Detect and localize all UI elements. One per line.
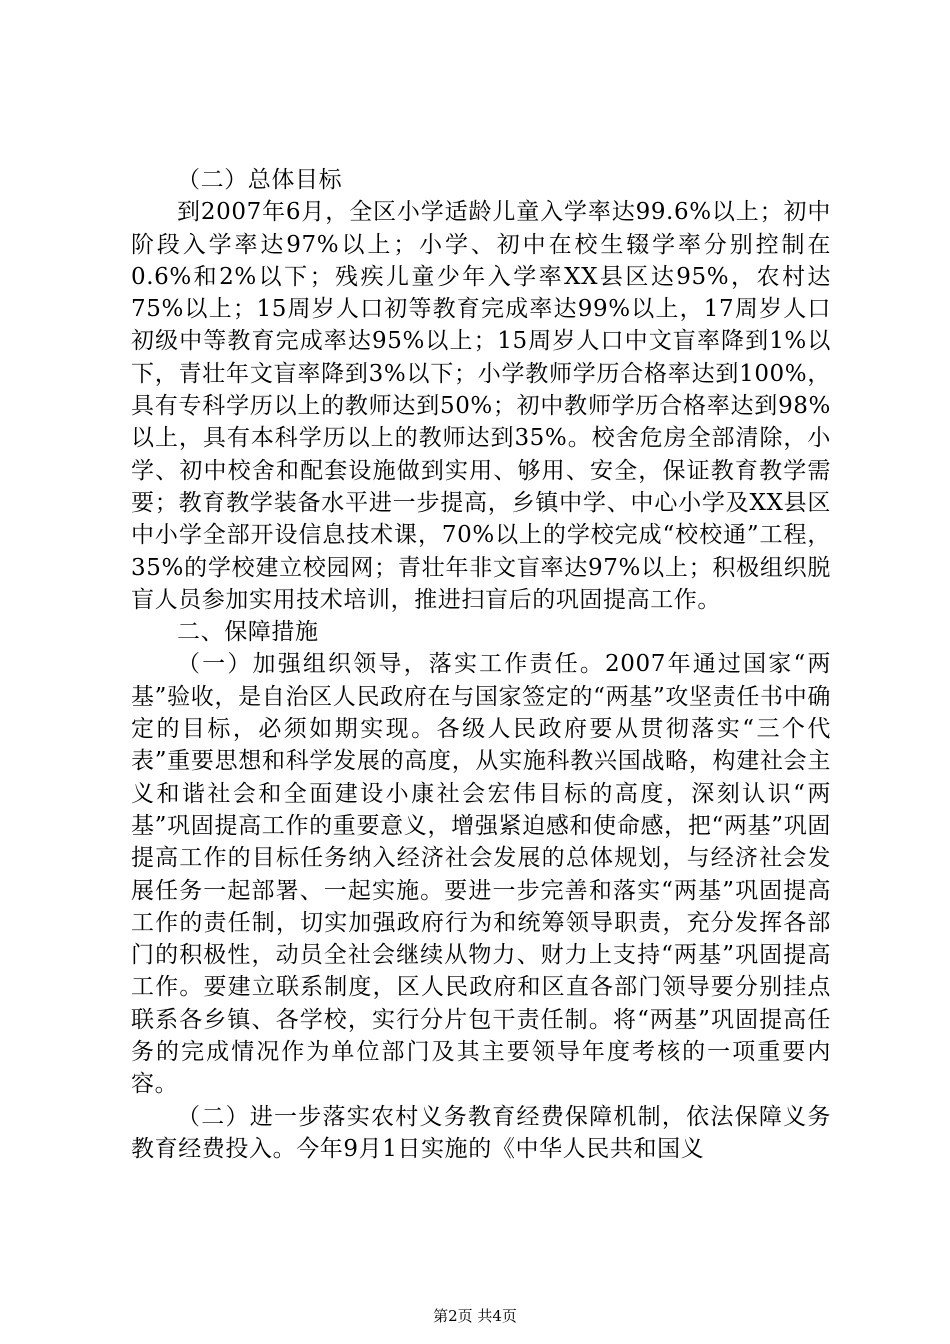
section-heading-overall-goals: （二）总体目标 (177, 167, 343, 193)
page-footer: 第2页 共4页 (433, 1307, 517, 1325)
paragraph-organization-leadership: （一）加强组织领导，落实工作责任。2007年通过国家“两基”验收，是自治区人民政府在与国家签定的“两基”攻坚责任书中确定的目标，必须如期实现。各级人民政府要从贯彻落实“三个代表”重要思想和科学发展的高度，从实施科教兴国战略，构建社会主义和谐社会和全面建设小康社会宏伟目标的高度，深刻认识“两基”巩固提高工作的重要意义，增强紧迫感和使命感，把“两基”巩固提高工作的目标任务纳入经济社会发展的总体规划，与经济社会发展任务一起部署、一起实施。要进一步完善和落实“两基”巩固提高工作的责任制，切实加强政府行为和统筹领导职责，充分发挥各部门的积极性，动员全社会继续从物力、财力上支持“两基”巩固提高工作。要建立联系制度，区人民政府和区直各部门领导要分别挂点联系各乡镇、各学校，实行分片包干责任制。将“两基”巩固提高任务的完成情况作为单位部门及其主要领导年度考核的一项重要内容。 (131, 651, 831, 1098)
paragraph-funding-mechanism: （二）进一步落实农村义务教育经费保障机制，依法保障义务教育经费投入。今年9月1日实施的《中华人民共和国义 (131, 1103, 831, 1162)
section-heading-safeguards: 二、保障措施 (177, 619, 319, 646)
document-body (131, 164, 831, 1165)
paragraph-goals-detail: 到2007年6月，全区小学适龄儿童入学率达99.6%以上；初中阶段入学率达97%以上；小学、初中在校生辍学率分别控制在0.6%和2%以下；残疾儿童少年入学率XX县区达95%，农村达75%以上；15周岁人口初等教育完成率达99%以上，17周岁人口初级中等教育完成率达95%以上；15周岁人口中文盲率降到1%以下，青壮年文盲率降到3%以下；小学教师学历合格率达到100%，具有专科学历以上的教师达到50%；初中教师学历合格率达到98%以上，具有本科学历以上的教师达到35%。校舍危房全部清除，小学、初中校舍和配套设施做到实用、够用、安全，保证教育教学需要；教育教学装备水平进一步提高，乡镇中学、中心小学及XX县区中小学全部开设信息技术课，70%以上的学校完成“校校通”工程，35%的学校建立校园网；青壮年非文盲率达97%以上；积极组织脱盲人员参加实用技术培训，推进扫盲后的巩固提高工作。 (131, 199, 831, 613)
